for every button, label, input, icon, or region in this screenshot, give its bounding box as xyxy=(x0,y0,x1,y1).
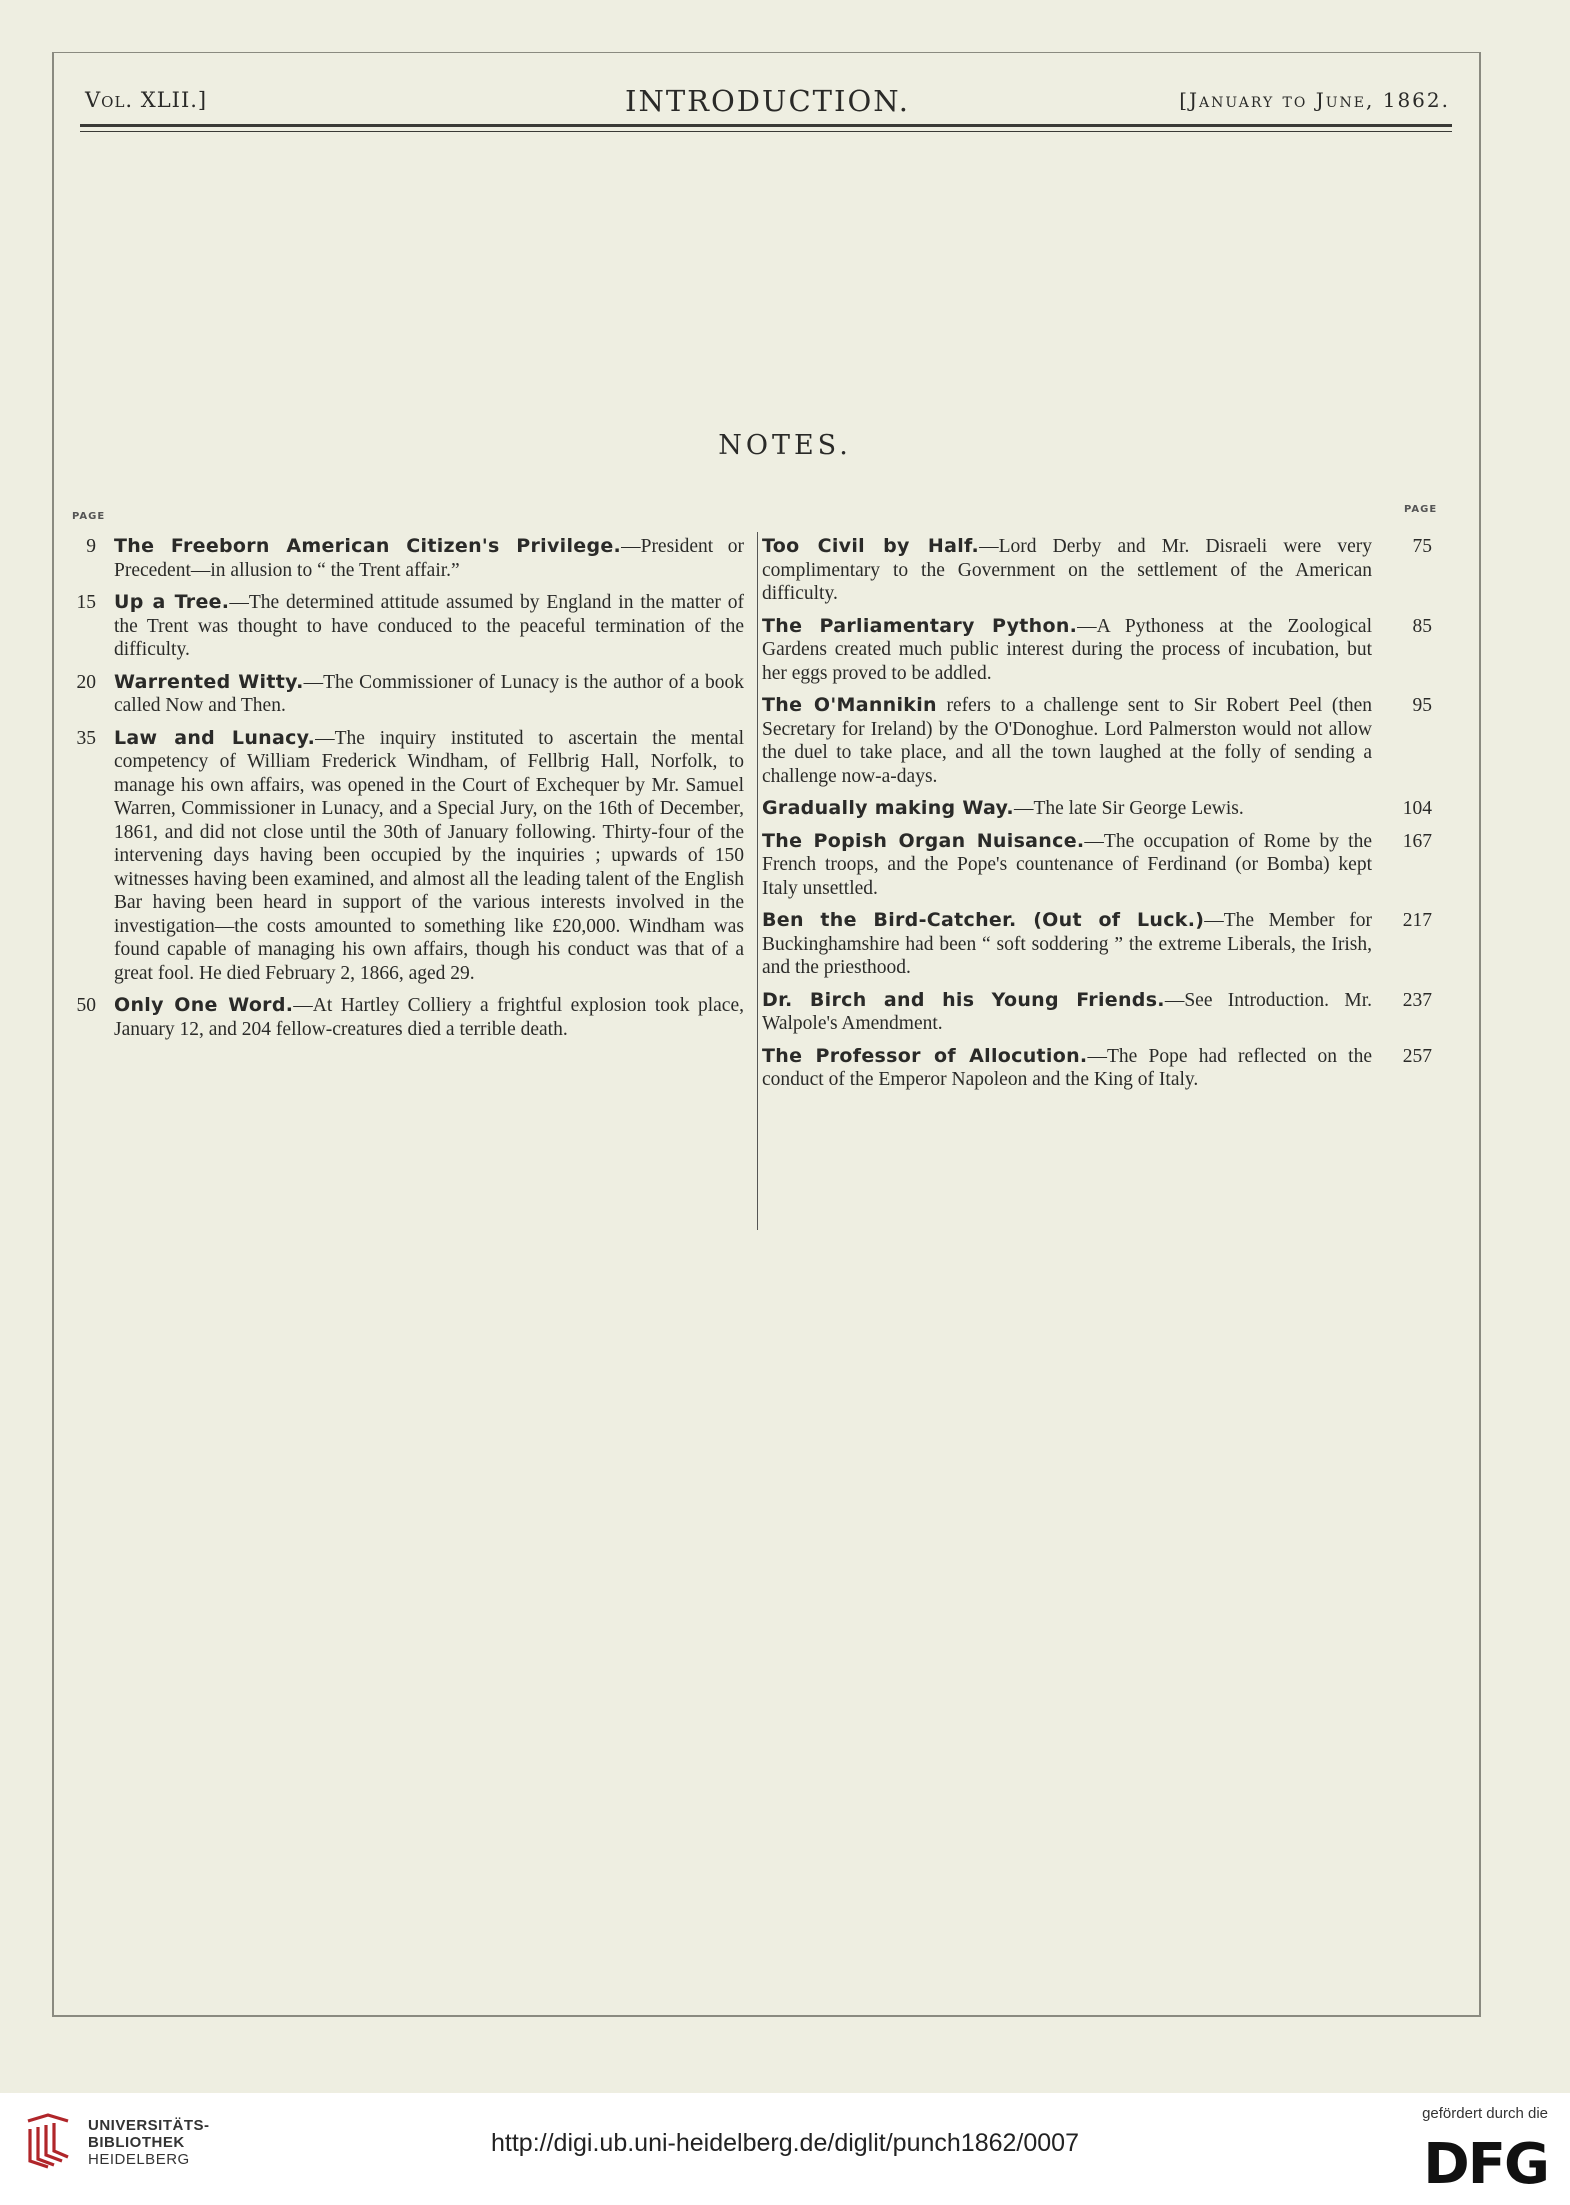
note-entry xyxy=(762,694,1432,788)
note-text: —See Introduction. Mr. Walpole's Amendment. xyxy=(762,989,1372,1034)
footer-bar xyxy=(0,2093,1570,2205)
note-title: The Freeborn American Citizen's Privilege. xyxy=(114,535,622,557)
note-entry xyxy=(762,535,1432,606)
note-text: —The determined attitude assumed by England in the matter of the Trent was thought to have conduced to the peaceful termination of the difficulty. xyxy=(114,592,744,660)
note-page-number: 20 xyxy=(76,671,96,693)
header-title: INTRODUCTION. xyxy=(625,84,910,118)
note-page-number: 237 xyxy=(1402,989,1432,1011)
note-text: —A Pythoness at the Zoological Gardens created much public interest during the process of incubation, but her eggs proved to be addled. xyxy=(762,615,1372,684)
dfg-logo[interactable]: DFG xyxy=(1423,2132,1548,2197)
note-title: Warrented Witty. xyxy=(114,670,304,693)
note-text: —The Commissioner of Lunacy is the author of a book called Now and Then. xyxy=(114,671,744,716)
note-text: —Lord Derby and Mr. Disraeli were very complimentary to the Government on the settlement of the American difficulty. xyxy=(762,536,1373,604)
note-entry xyxy=(70,671,744,718)
section-title: NOTES. xyxy=(718,430,852,461)
note-page-number: 9 xyxy=(86,536,96,557)
page-label-right: PAGE xyxy=(1404,504,1438,515)
note-title: Gradually making Way. xyxy=(762,797,1014,819)
note-page-number: 95 xyxy=(1412,695,1432,716)
note-title: Too Civil by Half. xyxy=(762,535,980,557)
note-entry xyxy=(762,1045,1432,1092)
note-title: Law and Lunacy. xyxy=(114,726,316,749)
funder-label: gefördert durch die xyxy=(1422,2105,1548,2122)
note-entry xyxy=(70,727,744,986)
note-entry xyxy=(762,909,1432,980)
note-entry xyxy=(762,830,1432,901)
note-title: Ben the Bird-Catcher. (Out of Luck.) xyxy=(762,909,1205,931)
note-text: —The inquiry instituted to ascertain the mental competency of William Frederick Windham, of Fellbrig Hall, Norfolk, to manage his own affairs, was opened in the Court of Exchequer by Mr. Samuel Warren, Commissioner in Lunacy, and a Special Jury, on the 16th of December, 1861, and did not close until the 30th of January following. Thirty-four of the intervening days having been occupied by the inquiries ; upwards of 150 witnesses having been examined, and almost all the leading talent of the English Bar having been heard in support of the various interests involved in the investigation—the costs amounted to something like £20,000. Windham was found capable of managing his own affairs, though his conduct was that of a great fool. He died February 2, 1866, aged 29. xyxy=(114,727,744,984)
header-rule xyxy=(80,124,1452,127)
note-title: Dr. Birch and his Young Friends. xyxy=(762,988,1165,1011)
note-title: The Parliamentary Python. xyxy=(762,614,1078,637)
note-entry xyxy=(762,615,1432,686)
note-text: —The late Sir George Lewis. xyxy=(1013,798,1244,819)
header-rule-thin xyxy=(80,131,1452,132)
note-text: —The occupation of Rome by the French troops, and the Pope's countenance of Ferdinand (or Bomba) kept Italy unsettled. xyxy=(762,830,1372,899)
note-title: Only One Word. xyxy=(114,994,294,1016)
column-divider xyxy=(757,532,758,1230)
note-entry xyxy=(70,591,744,662)
notes-column-right xyxy=(762,535,1432,1101)
running-header xyxy=(85,84,1450,124)
notes-column-left xyxy=(70,535,744,1050)
note-text: refers to a challenge sent to Sir Robert Peel (then Secretary for Ireland) by the O'Donoghue. Lord Palmerston would not allow the duel to take place, and all the town laughed at the folly of sending a challenge now-a-days. xyxy=(762,695,1372,787)
note-entry xyxy=(70,994,744,1041)
note-page-number: 104 xyxy=(1402,798,1432,819)
library-name-line: BIBLIOTHEK xyxy=(88,2134,185,2151)
header-volume: Vol. XLII.] xyxy=(85,88,208,112)
header-date-range: [January to June, 1862. xyxy=(1179,88,1450,112)
page-label-left: PAGE xyxy=(72,511,106,522)
note-page-number: 167 xyxy=(1402,830,1432,852)
note-page-number: 85 xyxy=(1412,615,1432,637)
note-entry xyxy=(762,989,1432,1036)
note-page-number: 35 xyxy=(76,727,96,749)
library-name-line: HEIDELBERG xyxy=(88,2151,190,2168)
note-page-number: 75 xyxy=(1412,536,1432,557)
note-title: The Professor of Allocution. xyxy=(762,1044,1088,1067)
note-entry xyxy=(762,797,1432,821)
note-page-number: 15 xyxy=(76,592,96,613)
note-text: —The Pope had reflected on the conduct of the Emperor Napoleon and the King of Italy. xyxy=(762,1045,1372,1090)
note-title: Up a Tree. xyxy=(114,591,230,613)
note-page-number: 217 xyxy=(1402,910,1432,931)
library-name-line: UNIVERSITÄTS- xyxy=(88,2117,210,2134)
note-text: —President or Precedent—in allusion to “ the Trent affair.” xyxy=(114,536,744,581)
note-title: The O'Mannikin xyxy=(762,694,937,716)
note-text: —The Member for Buckinghamshire had been “ soft soddering ” the extreme Liberals, the Irish, and the priesthood. xyxy=(762,910,1372,978)
note-page-number: 50 xyxy=(76,995,96,1016)
source-url-link[interactable]: http://digi.ub.uni-heidelberg.de/diglit/punch1862/0007 xyxy=(491,2129,1079,2157)
note-title: The Popish Organ Nuisance. xyxy=(762,829,1085,852)
note-entry xyxy=(70,535,744,582)
note-page-number: 257 xyxy=(1402,1045,1432,1067)
note-text: —At Hartley Colliery a frightful explosion took place, January 12, and 204 fellow-creatures died a terrible death. xyxy=(114,995,744,1040)
